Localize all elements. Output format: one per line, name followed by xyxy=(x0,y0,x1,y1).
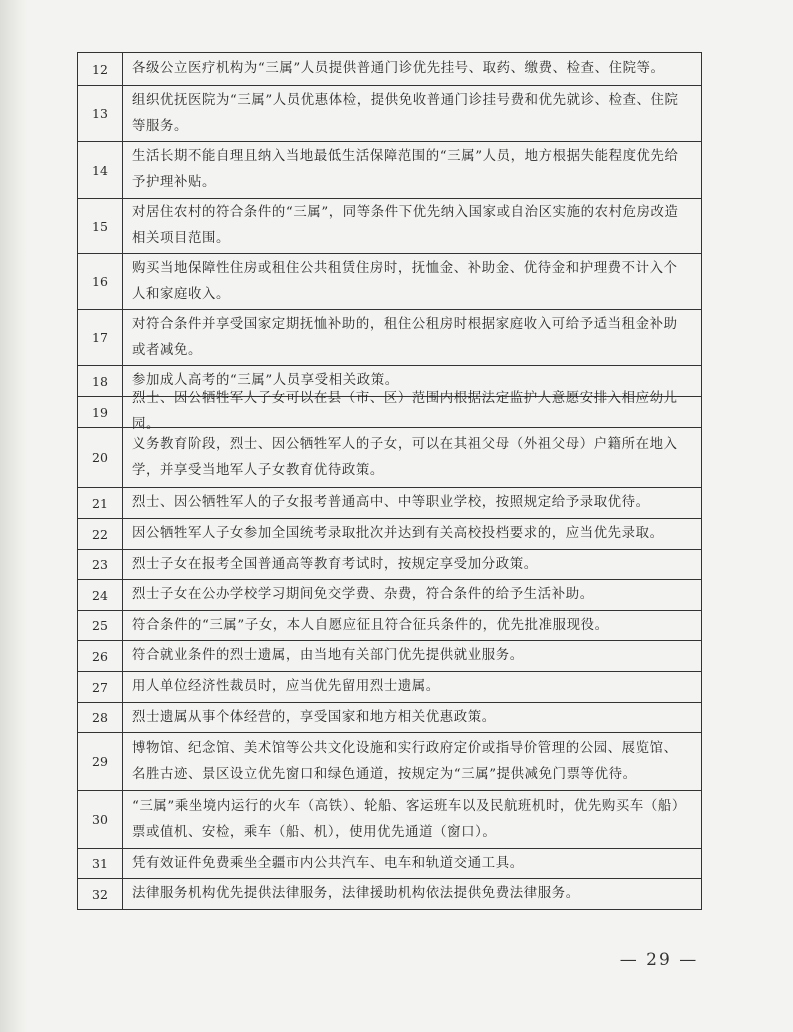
row-number: 29 xyxy=(78,733,123,790)
row-text: 烈士、因公牺牲军人的子女报考普通高中、中等职业学校，按照规定给予录取优待。 xyxy=(132,495,650,510)
table-row xyxy=(78,733,701,791)
row-text: 法律服务机构优先提供法律服务，法律援助机构依法提供免费法律服务。 xyxy=(132,886,580,901)
row-text: 符合条件的“三属”子女，本人自愿应征且符合征兵条件的，优先批准服现役。 xyxy=(132,617,609,633)
table-row xyxy=(78,791,701,849)
row-number: 22 xyxy=(78,519,123,549)
table-row xyxy=(78,53,701,86)
row-number: 31 xyxy=(78,849,123,878)
page-number: — 29 — xyxy=(619,950,699,970)
table-row xyxy=(78,879,701,910)
row-number: 20 xyxy=(78,428,123,487)
row-text: 烈士、因公牺牲军人子女可以在县（市、区）范围内根据法定监护人意愿安排入相应幼儿园。 xyxy=(132,391,678,432)
row-number: 12 xyxy=(78,53,123,85)
row-text: 因公牺牲军人子女参加全国统考录取批次并达到有关高校投档要求的，应当优先录取。 xyxy=(132,526,664,541)
table-row xyxy=(78,488,701,519)
row-number: 13 xyxy=(78,86,123,141)
row-text: 对居住农村的符合条件的“三属”，同等条件下优先纳入国家或自治区实施的农村危房改造相关项目范围。 xyxy=(132,205,679,246)
table-row xyxy=(78,391,701,432)
table-row xyxy=(78,641,701,672)
row-number: 23 xyxy=(78,550,123,579)
row-text: 组织优抚医院为“三属”人员优惠体检，提供免收普通门诊挂号费和优先就诊、检查、住院等服务。 xyxy=(132,92,679,134)
table-row xyxy=(78,86,701,142)
policy-table xyxy=(77,52,702,910)
table-row xyxy=(78,550,701,580)
table-row xyxy=(78,580,701,611)
row-number: 26 xyxy=(78,641,123,671)
row-text: 凭有效证件免费乘坐全疆市内公共汽车、电车和轨道交通工具。 xyxy=(132,855,524,871)
table-row xyxy=(78,703,701,733)
row-text: 烈士子女在报考全国普通高等教育考试时，按规定享受加分政策。 xyxy=(132,556,538,572)
row-text: 烈士子女在公办学校学习期间免交学费、杂费，符合条件的给予生活补助。 xyxy=(132,587,594,602)
row-number: 21 xyxy=(78,488,123,518)
row-text: 用人单位经济性裁员时，应当优先留用烈士遗属。 xyxy=(132,679,440,694)
table-row xyxy=(78,310,701,366)
row-text: 参加成人高考的“三属”人员享受相关政策。 xyxy=(132,373,399,388)
row-text: “三属”乘坐境内运行的火车（高铁）、轮船、客运班车以及民航班机时，优先购买车（船）票或值机、安检，乘车（船、机），使用优先通道（窗口）。 xyxy=(132,798,686,840)
row-number: 30 xyxy=(78,791,123,848)
table-row xyxy=(78,849,701,879)
row-text: 符合就业条件的烈士遗属，由当地有关部门优先提供就业服务。 xyxy=(132,648,524,663)
row-text: 生活长期不能自理且纳入当地最低生活保障范围的“三属”人员，地方根据失能程度优先给予护理补贴。 xyxy=(132,149,679,190)
row-number: 17 xyxy=(78,310,123,365)
row-text: 义务教育阶段，烈士、因公牺牲军人的子女，可以在其祖父母（外祖父母）户籍所在地入学，并享受当地军人子女教育优待政策。 xyxy=(132,436,678,478)
row-number: 28 xyxy=(78,703,123,732)
row-number: 24 xyxy=(78,580,123,610)
row-text: 对符合条件并享受国家定期抚恤补助的，租住公租房时根据家庭收入可给予适当租金补助或者减免。 xyxy=(132,316,678,358)
row-number: 18 xyxy=(78,366,123,396)
row-number: 25 xyxy=(78,611,123,640)
table-row xyxy=(78,519,701,550)
row-text: 博物馆、纪念馆、美术馆等公共文化设施和实行政府定价或指导价管理的公园、展览馆、名胜古迹、景区设立优先窗口和绿色通道，按规定为“三属”提供减免门票等优待。 xyxy=(132,740,678,782)
row-number: 16 xyxy=(78,254,123,309)
row-number: 19 xyxy=(78,397,123,427)
table-row xyxy=(78,672,701,703)
row-text: 购买当地保障性住房或租住公共租赁住房时，抚恤金、补助金、优待金和护理费不计入个人和家庭收入。 xyxy=(132,260,678,302)
table-row xyxy=(78,428,701,488)
row-number: 27 xyxy=(78,672,123,702)
scan-edge-shadow xyxy=(0,0,28,1032)
table-row xyxy=(78,611,701,641)
row-number: 14 xyxy=(78,142,123,198)
row-number: 32 xyxy=(78,879,123,909)
row-text: 烈士遗属从事个体经营的，享受国家和地方相关优惠政策。 xyxy=(132,709,496,725)
row-number: 15 xyxy=(78,199,123,253)
table-row xyxy=(78,254,701,310)
table-row xyxy=(78,199,701,254)
table-row xyxy=(78,142,701,199)
row-text: 各级公立医疗机构为“三属”人员提供普通门诊优先挂号、取药、缴费、检查、住院等。 xyxy=(132,61,665,76)
